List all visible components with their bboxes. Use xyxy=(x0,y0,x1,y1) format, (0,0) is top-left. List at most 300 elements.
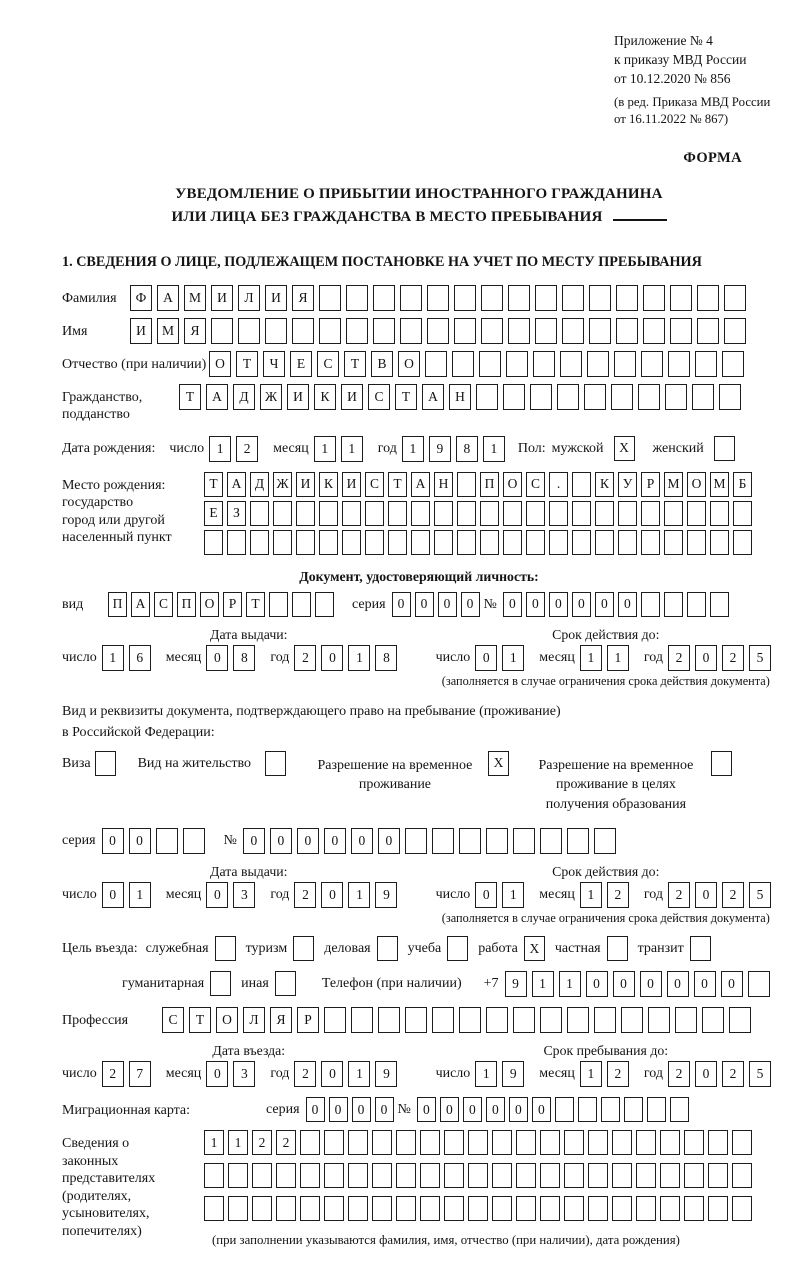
char-cell[interactable] xyxy=(687,530,706,555)
char-cell[interactable] xyxy=(396,1130,416,1155)
char-cell[interactable] xyxy=(638,384,660,410)
char-cell[interactable] xyxy=(624,1097,643,1122)
char-cell[interactable] xyxy=(457,472,476,497)
char-cell[interactable] xyxy=(459,828,481,854)
char-cell[interactable] xyxy=(724,285,746,311)
char-cell[interactable]: 0 xyxy=(695,882,717,908)
char-cell[interactable] xyxy=(643,318,665,344)
char-cell[interactable] xyxy=(621,1007,643,1033)
char-cell[interactable] xyxy=(540,1163,560,1188)
char-cell[interactable]: Д xyxy=(233,384,255,410)
char-cell[interactable] xyxy=(560,351,582,377)
char-cell[interactable] xyxy=(641,501,660,526)
char-cell[interactable]: 2 xyxy=(294,882,316,908)
char-cell[interactable]: А xyxy=(227,472,246,497)
char-cell[interactable] xyxy=(535,285,557,311)
char-cell[interactable] xyxy=(348,1130,368,1155)
char-cell[interactable]: 0 xyxy=(378,828,400,854)
char-cell[interactable]: Ж xyxy=(260,384,282,410)
char-cell[interactable] xyxy=(540,828,562,854)
char-cell[interactable] xyxy=(503,501,522,526)
char-cell[interactable] xyxy=(492,1130,512,1155)
char-cell[interactable]: 1 xyxy=(129,882,151,908)
char-cell[interactable]: Н xyxy=(434,472,453,497)
char-cell[interactable]: 2 xyxy=(668,882,690,908)
char-cell[interactable] xyxy=(660,1163,680,1188)
char-cell[interactable] xyxy=(648,1007,670,1033)
char-cell[interactable]: Р xyxy=(641,472,660,497)
char-cell[interactable]: С xyxy=(317,351,339,377)
char-cell[interactable] xyxy=(252,1163,272,1188)
char-cell[interactable]: Н xyxy=(449,384,471,410)
char-cell[interactable] xyxy=(486,1007,508,1033)
char-cell[interactable]: 2 xyxy=(276,1130,296,1155)
char-cell[interactable] xyxy=(252,1196,272,1221)
char-cell[interactable]: О xyxy=(216,1007,238,1033)
char-cell[interactable]: 0 xyxy=(243,828,265,854)
char-cell[interactable] xyxy=(618,530,637,555)
char-cell[interactable]: 0 xyxy=(306,1097,325,1122)
char-cell[interactable] xyxy=(454,318,476,344)
char-cell[interactable]: 0 xyxy=(415,592,434,617)
char-cell[interactable]: Т xyxy=(179,384,201,410)
char-cell[interactable] xyxy=(516,1163,536,1188)
char-cell[interactable] xyxy=(733,530,752,555)
char-cell[interactable] xyxy=(697,318,719,344)
char-cell[interactable]: 1 xyxy=(204,1130,224,1155)
char-cell[interactable] xyxy=(567,828,589,854)
char-cell[interactable] xyxy=(549,501,568,526)
char-cell[interactable]: И xyxy=(296,472,315,497)
char-cell[interactable] xyxy=(481,285,503,311)
char-cell[interactable] xyxy=(250,501,269,526)
char-cell[interactable] xyxy=(601,1097,620,1122)
char-cell[interactable]: С xyxy=(154,592,173,617)
char-cell[interactable]: Р xyxy=(297,1007,319,1033)
char-cell[interactable] xyxy=(641,351,663,377)
char-cell[interactable]: 1 xyxy=(348,882,370,908)
visa-checkbox[interactable] xyxy=(95,751,116,776)
char-cell[interactable]: 8 xyxy=(375,645,397,671)
char-cell[interactable] xyxy=(636,1163,656,1188)
char-cell[interactable]: 0 xyxy=(532,1097,551,1122)
char-cell[interactable] xyxy=(444,1163,464,1188)
char-cell[interactable]: 1 xyxy=(580,645,602,671)
char-cell[interactable] xyxy=(434,530,453,555)
char-cell[interactable]: 0 xyxy=(475,645,497,671)
char-cell[interactable] xyxy=(457,501,476,526)
char-cell[interactable]: 0 xyxy=(417,1097,436,1122)
char-cell[interactable]: О xyxy=(687,472,706,497)
char-cell[interactable] xyxy=(372,1130,392,1155)
char-cell[interactable] xyxy=(641,530,660,555)
char-cell[interactable] xyxy=(562,285,584,311)
char-cell[interactable] xyxy=(549,530,568,555)
char-cell[interactable] xyxy=(612,1196,632,1221)
char-cell[interactable] xyxy=(508,285,530,311)
char-cell[interactable]: 0 xyxy=(618,592,637,617)
char-cell[interactable]: 0 xyxy=(352,1097,371,1122)
char-cell[interactable]: 1 xyxy=(341,436,363,462)
char-cell[interactable]: 0 xyxy=(461,592,480,617)
char-cell[interactable] xyxy=(300,1196,320,1221)
char-cell[interactable]: М xyxy=(157,318,179,344)
char-cell[interactable]: Ч xyxy=(263,351,285,377)
purpose-work-checkbox[interactable]: X xyxy=(524,936,545,961)
char-cell[interactable]: 0 xyxy=(721,971,743,997)
purpose-humanitarian-checkbox[interactable] xyxy=(210,971,231,996)
char-cell[interactable]: 0 xyxy=(297,828,319,854)
residence-permit-checkbox[interactable] xyxy=(265,751,286,776)
char-cell[interactable]: 2 xyxy=(252,1130,272,1155)
char-cell[interactable] xyxy=(388,501,407,526)
char-cell[interactable] xyxy=(664,501,683,526)
char-cell[interactable]: 0 xyxy=(667,971,689,997)
char-cell[interactable]: 1 xyxy=(502,645,524,671)
char-cell[interactable] xyxy=(732,1130,752,1155)
char-cell[interactable]: 0 xyxy=(509,1097,528,1122)
char-cell[interactable] xyxy=(692,384,714,410)
char-cell[interactable]: 2 xyxy=(102,1061,124,1087)
char-cell[interactable] xyxy=(388,530,407,555)
char-cell[interactable] xyxy=(411,530,430,555)
char-cell[interactable]: С xyxy=(365,472,384,497)
char-cell[interactable]: Т xyxy=(395,384,417,410)
char-cell[interactable] xyxy=(526,501,545,526)
char-cell[interactable] xyxy=(670,318,692,344)
char-cell[interactable] xyxy=(612,1130,632,1155)
char-cell[interactable] xyxy=(183,828,205,854)
char-cell[interactable] xyxy=(365,530,384,555)
char-cell[interactable]: 5 xyxy=(749,645,771,671)
char-cell[interactable]: 1 xyxy=(475,1061,497,1087)
char-cell[interactable]: О xyxy=(503,472,522,497)
char-cell[interactable]: Е xyxy=(204,501,223,526)
char-cell[interactable] xyxy=(572,472,591,497)
char-cell[interactable]: 0 xyxy=(586,971,608,997)
char-cell[interactable] xyxy=(588,1196,608,1221)
char-cell[interactable]: 9 xyxy=(502,1061,524,1087)
char-cell[interactable]: И xyxy=(265,285,287,311)
sex-male-checkbox[interactable]: X xyxy=(614,436,635,461)
char-cell[interactable] xyxy=(156,828,178,854)
char-cell[interactable] xyxy=(315,592,334,617)
char-cell[interactable]: С xyxy=(526,472,545,497)
char-cell[interactable]: У xyxy=(618,472,637,497)
char-cell[interactable] xyxy=(636,1196,656,1221)
char-cell[interactable]: В xyxy=(371,351,393,377)
char-cell[interactable] xyxy=(684,1130,704,1155)
char-cell[interactable] xyxy=(319,285,341,311)
char-cell[interactable] xyxy=(420,1130,440,1155)
char-cell[interactable]: 0 xyxy=(526,592,545,617)
char-cell[interactable]: 2 xyxy=(668,645,690,671)
purpose-transit-checkbox[interactable] xyxy=(690,936,711,961)
char-cell[interactable]: 0 xyxy=(695,645,717,671)
char-cell[interactable]: 0 xyxy=(463,1097,482,1122)
char-cell[interactable] xyxy=(670,285,692,311)
char-cell[interactable] xyxy=(204,1163,224,1188)
purpose-private-checkbox[interactable] xyxy=(607,936,628,961)
temp-residence-checkbox[interactable]: X xyxy=(488,751,509,776)
char-cell[interactable] xyxy=(324,1007,346,1033)
char-cell[interactable] xyxy=(346,318,368,344)
char-cell[interactable] xyxy=(572,501,591,526)
char-cell[interactable] xyxy=(513,828,535,854)
char-cell[interactable] xyxy=(503,384,525,410)
char-cell[interactable] xyxy=(578,1097,597,1122)
char-cell[interactable] xyxy=(300,1163,320,1188)
char-cell[interactable] xyxy=(719,384,741,410)
char-cell[interactable] xyxy=(594,1007,616,1033)
char-cell[interactable]: О xyxy=(200,592,219,617)
char-cell[interactable]: Т xyxy=(388,472,407,497)
char-cell[interactable]: 1 xyxy=(402,436,424,462)
char-cell[interactable] xyxy=(665,384,687,410)
char-cell[interactable] xyxy=(454,285,476,311)
char-cell[interactable] xyxy=(611,384,633,410)
char-cell[interactable] xyxy=(708,1130,728,1155)
char-cell[interactable]: И xyxy=(130,318,152,344)
char-cell[interactable] xyxy=(373,318,395,344)
char-cell[interactable] xyxy=(562,318,584,344)
char-cell[interactable] xyxy=(348,1196,368,1221)
char-cell[interactable]: 7 xyxy=(129,1061,151,1087)
char-cell[interactable] xyxy=(452,351,474,377)
char-cell[interactable] xyxy=(595,530,614,555)
char-cell[interactable] xyxy=(319,530,338,555)
char-cell[interactable]: 0 xyxy=(329,1097,348,1122)
char-cell[interactable] xyxy=(420,1196,440,1221)
char-cell[interactable] xyxy=(503,530,522,555)
char-cell[interactable]: Л xyxy=(238,285,260,311)
char-cell[interactable]: Д xyxy=(250,472,269,497)
char-cell[interactable] xyxy=(427,318,449,344)
char-cell[interactable] xyxy=(432,828,454,854)
char-cell[interactable] xyxy=(732,1163,752,1188)
char-cell[interactable]: 3 xyxy=(233,1061,255,1087)
char-cell[interactable]: З xyxy=(227,501,246,526)
char-cell[interactable] xyxy=(432,1007,454,1033)
char-cell[interactable] xyxy=(710,592,729,617)
char-cell[interactable] xyxy=(557,384,579,410)
char-cell[interactable] xyxy=(342,530,361,555)
char-cell[interactable]: 1 xyxy=(580,1061,602,1087)
char-cell[interactable] xyxy=(687,501,706,526)
char-cell[interactable] xyxy=(684,1196,704,1221)
char-cell[interactable] xyxy=(372,1163,392,1188)
char-cell[interactable]: 0 xyxy=(694,971,716,997)
char-cell[interactable]: И xyxy=(211,285,233,311)
char-cell[interactable] xyxy=(324,1130,344,1155)
char-cell[interactable] xyxy=(533,351,555,377)
char-cell[interactable] xyxy=(664,530,683,555)
char-cell[interactable] xyxy=(342,501,361,526)
char-cell[interactable] xyxy=(273,501,292,526)
char-cell[interactable]: 0 xyxy=(486,1097,505,1122)
char-cell[interactable] xyxy=(589,285,611,311)
char-cell[interactable] xyxy=(708,1196,728,1221)
char-cell[interactable] xyxy=(457,530,476,555)
char-cell[interactable] xyxy=(540,1196,560,1221)
char-cell[interactable]: 2 xyxy=(294,645,316,671)
char-cell[interactable] xyxy=(400,318,422,344)
char-cell[interactable]: 6 xyxy=(129,645,151,671)
char-cell[interactable] xyxy=(276,1163,296,1188)
char-cell[interactable]: 9 xyxy=(375,1061,397,1087)
char-cell[interactable]: Ж xyxy=(273,472,292,497)
char-cell[interactable]: 0 xyxy=(572,592,591,617)
char-cell[interactable] xyxy=(564,1196,584,1221)
char-cell[interactable] xyxy=(695,351,717,377)
char-cell[interactable] xyxy=(684,1163,704,1188)
char-cell[interactable] xyxy=(276,1196,296,1221)
char-cell[interactable]: 0 xyxy=(375,1097,394,1122)
char-cell[interactable] xyxy=(567,1007,589,1033)
char-cell[interactable]: . xyxy=(549,472,568,497)
char-cell[interactable] xyxy=(722,351,744,377)
char-cell[interactable] xyxy=(555,1097,574,1122)
char-cell[interactable] xyxy=(636,1130,656,1155)
char-cell[interactable] xyxy=(660,1196,680,1221)
char-cell[interactable]: 0 xyxy=(102,828,124,854)
char-cell[interactable] xyxy=(595,501,614,526)
char-cell[interactable] xyxy=(643,285,665,311)
char-cell[interactable] xyxy=(572,530,591,555)
char-cell[interactable] xyxy=(589,318,611,344)
purpose-official-checkbox[interactable] xyxy=(215,936,236,961)
char-cell[interactable]: Ф xyxy=(130,285,152,311)
char-cell[interactable] xyxy=(468,1163,488,1188)
char-cell[interactable] xyxy=(508,318,530,344)
char-cell[interactable] xyxy=(396,1163,416,1188)
char-cell[interactable] xyxy=(227,530,246,555)
char-cell[interactable]: К xyxy=(595,472,614,497)
char-cell[interactable] xyxy=(564,1163,584,1188)
char-cell[interactable]: 0 xyxy=(206,882,228,908)
char-cell[interactable]: С xyxy=(162,1007,184,1033)
char-cell[interactable]: 1 xyxy=(502,882,524,908)
char-cell[interactable]: И xyxy=(341,384,363,410)
char-cell[interactable]: 8 xyxy=(456,436,478,462)
char-cell[interactable]: И xyxy=(342,472,361,497)
char-cell[interactable]: И xyxy=(287,384,309,410)
char-cell[interactable] xyxy=(351,1007,373,1033)
char-cell[interactable] xyxy=(250,530,269,555)
char-cell[interactable] xyxy=(434,501,453,526)
char-cell[interactable] xyxy=(612,1163,632,1188)
char-cell[interactable] xyxy=(732,1196,752,1221)
char-cell[interactable] xyxy=(588,1130,608,1155)
char-cell[interactable] xyxy=(228,1196,248,1221)
char-cell[interactable] xyxy=(616,318,638,344)
char-cell[interactable] xyxy=(459,1007,481,1033)
char-cell[interactable] xyxy=(405,1007,427,1033)
char-cell[interactable]: Р xyxy=(223,592,242,617)
char-cell[interactable]: 0 xyxy=(440,1097,459,1122)
char-cell[interactable]: 9 xyxy=(429,436,451,462)
char-cell[interactable] xyxy=(480,501,499,526)
char-cell[interactable] xyxy=(486,828,508,854)
char-cell[interactable] xyxy=(444,1196,464,1221)
char-cell[interactable]: О xyxy=(209,351,231,377)
char-cell[interactable] xyxy=(516,1130,536,1155)
char-cell[interactable]: 5 xyxy=(749,1061,771,1087)
char-cell[interactable]: Л xyxy=(243,1007,265,1033)
char-cell[interactable]: 0 xyxy=(206,1061,228,1087)
char-cell[interactable] xyxy=(420,1163,440,1188)
char-cell[interactable] xyxy=(708,1163,728,1188)
char-cell[interactable]: А xyxy=(411,472,430,497)
char-cell[interactable]: 0 xyxy=(206,645,228,671)
char-cell[interactable] xyxy=(492,1196,512,1221)
char-cell[interactable]: 0 xyxy=(324,828,346,854)
char-cell[interactable] xyxy=(710,501,729,526)
char-cell[interactable] xyxy=(535,318,557,344)
char-cell[interactable] xyxy=(687,592,706,617)
char-cell[interactable] xyxy=(372,1196,392,1221)
purpose-study-checkbox[interactable] xyxy=(447,936,468,961)
char-cell[interactable]: Я xyxy=(292,285,314,311)
char-cell[interactable]: 0 xyxy=(321,1061,343,1087)
char-cell[interactable]: 9 xyxy=(505,971,527,997)
char-cell[interactable] xyxy=(468,1196,488,1221)
char-cell[interactable]: 0 xyxy=(438,592,457,617)
char-cell[interactable] xyxy=(616,285,638,311)
char-cell[interactable]: 0 xyxy=(640,971,662,997)
char-cell[interactable] xyxy=(513,1007,535,1033)
char-cell[interactable] xyxy=(300,1130,320,1155)
char-cell[interactable] xyxy=(668,351,690,377)
char-cell[interactable]: П xyxy=(177,592,196,617)
char-cell[interactable]: 8 xyxy=(233,645,255,671)
char-cell[interactable] xyxy=(660,1130,680,1155)
char-cell[interactable] xyxy=(476,384,498,410)
char-cell[interactable]: М xyxy=(184,285,206,311)
char-cell[interactable] xyxy=(733,501,752,526)
char-cell[interactable] xyxy=(587,351,609,377)
char-cell[interactable]: 1 xyxy=(228,1130,248,1155)
char-cell[interactable] xyxy=(265,318,287,344)
char-cell[interactable]: П xyxy=(480,472,499,497)
char-cell[interactable] xyxy=(540,1007,562,1033)
char-cell[interactable] xyxy=(748,971,770,997)
char-cell[interactable]: 1 xyxy=(483,436,505,462)
char-cell[interactable] xyxy=(530,384,552,410)
char-cell[interactable]: К xyxy=(314,384,336,410)
char-cell[interactable] xyxy=(324,1196,344,1221)
char-cell[interactable] xyxy=(506,351,528,377)
char-cell[interactable]: 0 xyxy=(392,592,411,617)
purpose-other-checkbox[interactable] xyxy=(275,971,296,996)
char-cell[interactable] xyxy=(584,384,606,410)
char-cell[interactable] xyxy=(292,592,311,617)
char-cell[interactable] xyxy=(516,1196,536,1221)
char-cell[interactable] xyxy=(348,1163,368,1188)
char-cell[interactable]: А xyxy=(206,384,228,410)
char-cell[interactable]: 1 xyxy=(607,645,629,671)
char-cell[interactable] xyxy=(400,285,422,311)
char-cell[interactable] xyxy=(411,501,430,526)
char-cell[interactable] xyxy=(373,285,395,311)
char-cell[interactable]: Т xyxy=(246,592,265,617)
char-cell[interactable]: А xyxy=(422,384,444,410)
char-cell[interactable]: М xyxy=(664,472,683,497)
char-cell[interactable] xyxy=(702,1007,724,1033)
char-cell[interactable]: Т xyxy=(344,351,366,377)
char-cell[interactable] xyxy=(641,592,660,617)
char-cell[interactable]: 1 xyxy=(209,436,231,462)
